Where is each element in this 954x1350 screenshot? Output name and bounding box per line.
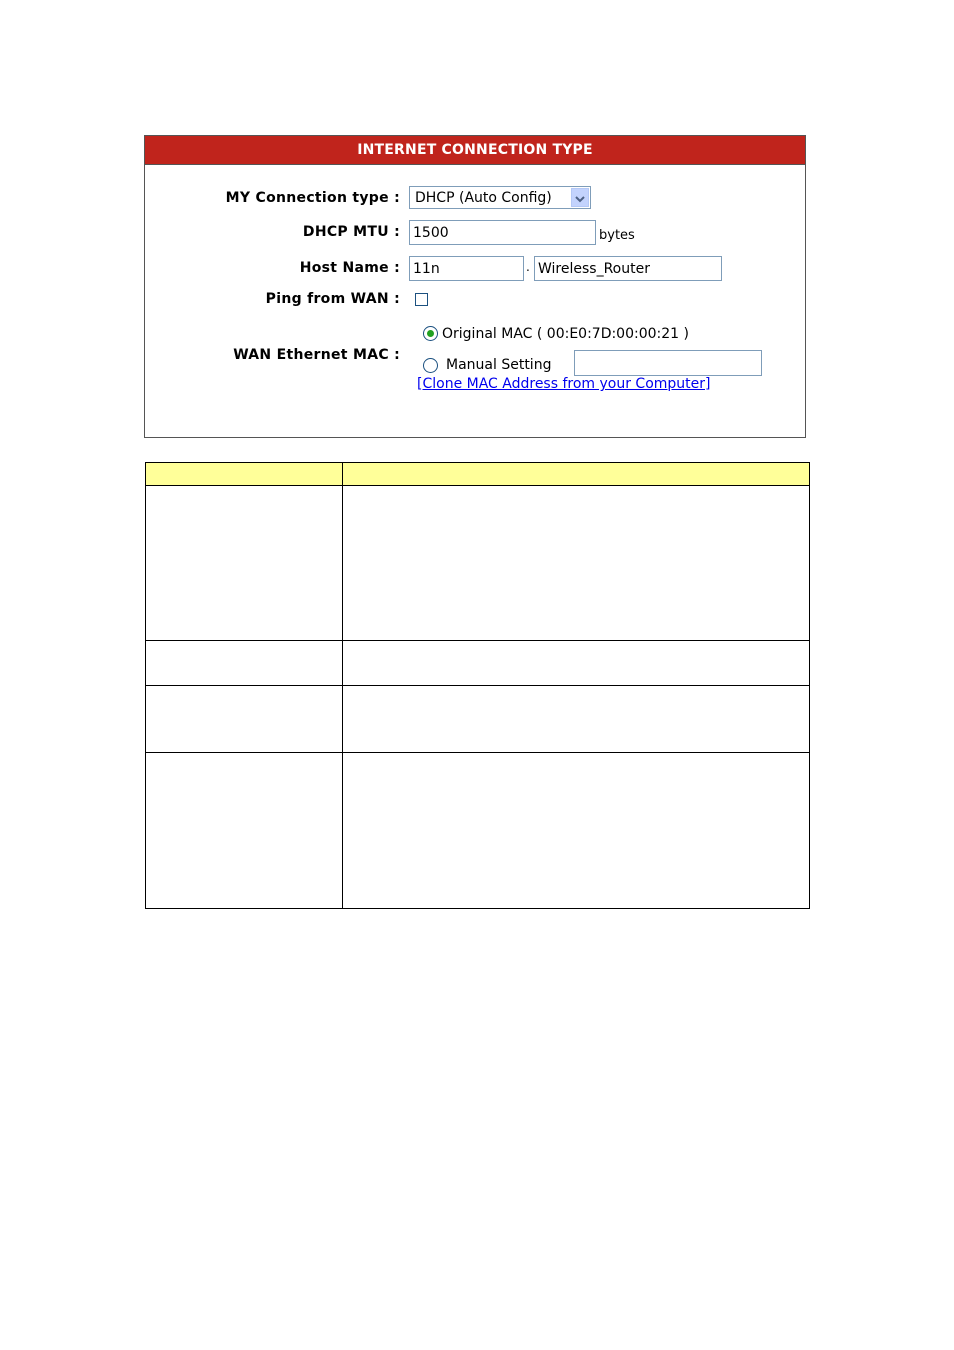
manual-setting-radio[interactable]	[423, 358, 438, 373]
dropdown-button[interactable]	[571, 188, 589, 207]
connection-type-select[interactable]	[409, 186, 591, 209]
table-cell	[146, 486, 343, 641]
connection-type-label: MY Connection type :	[225, 190, 400, 206]
table-header-cell	[146, 463, 343, 486]
original-mac-label: Original MAC ( 00:E0:7D:00:00:21 )	[442, 326, 689, 342]
connection-type-selected: DHCP (Auto Config)	[415, 190, 552, 206]
description-table	[145, 462, 810, 909]
chevron-down-icon	[575, 196, 585, 204]
table-row	[146, 686, 810, 753]
table-row	[146, 641, 810, 686]
table-cell	[343, 641, 810, 686]
clone-mac-link[interactable]: [Clone MAC Address from your Computer]	[417, 376, 711, 392]
host-name-label: Host Name :	[299, 260, 400, 276]
table-row	[146, 753, 810, 909]
mtu-unit: bytes	[599, 228, 635, 243]
table-cell	[343, 753, 810, 909]
table-cell	[146, 641, 343, 686]
ping-from-wan-checkbox[interactable]	[415, 293, 428, 306]
host-name-input-1[interactable]	[409, 256, 524, 281]
wan-ethernet-mac-label: WAN Ethernet MAC :	[233, 347, 400, 363]
table-cell	[146, 686, 343, 753]
host-name-separator: .	[526, 260, 530, 274]
internet-connection-type-panel	[144, 135, 806, 438]
table-header-row	[146, 463, 810, 486]
ping-from-wan-label: Ping from WAN :	[265, 291, 400, 307]
table-cell	[343, 486, 810, 641]
dhcp-mtu-input[interactable]	[409, 220, 596, 245]
host-name-input-2[interactable]	[534, 256, 722, 281]
table-cell	[343, 686, 810, 753]
table-row	[146, 486, 810, 641]
dhcp-mtu-label: DHCP MTU :	[302, 224, 400, 240]
table-header-cell	[343, 463, 810, 486]
manual-setting-label: Manual Setting	[446, 357, 552, 373]
panel-title: INTERNET CONNECTION TYPE	[145, 136, 805, 165]
original-mac-radio[interactable]	[423, 326, 438, 341]
manual-mac-input[interactable]	[574, 350, 762, 376]
table-cell	[146, 753, 343, 909]
